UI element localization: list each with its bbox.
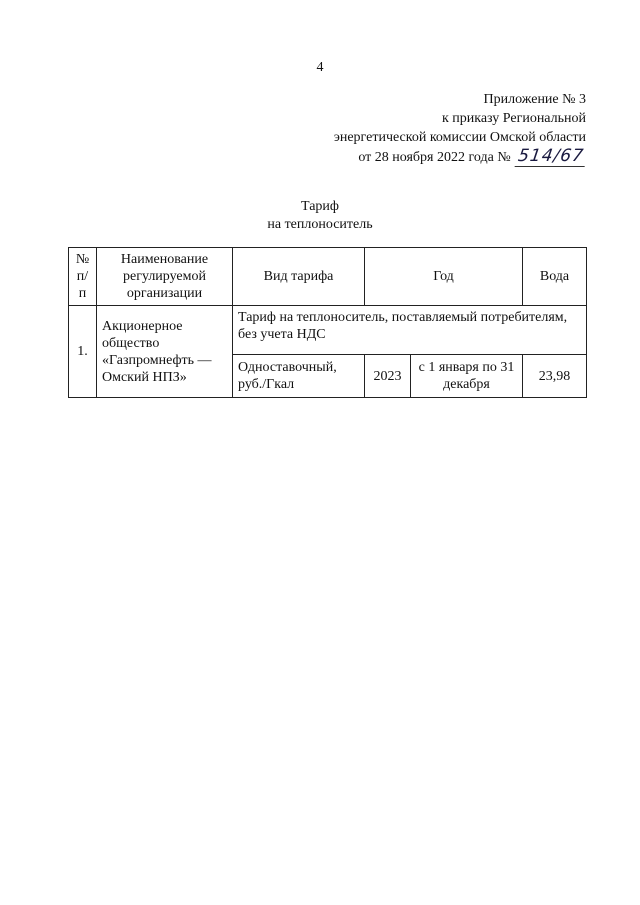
appendix-order-line [334, 147, 586, 167]
table-row [69, 306, 587, 355]
header-type: Вид тарифа [233, 248, 365, 306]
page-number: 4 [316, 60, 324, 75]
cell-tariff-type: Одноставочный, руб./Гкал [233, 355, 365, 398]
document-title [0, 198, 640, 234]
cell-year: 2023 [365, 355, 411, 398]
header-num: № п/п [69, 248, 97, 306]
appendix-line-2: к приказу Региональной [441, 111, 586, 126]
cell-water-value: 23,98 [523, 355, 587, 398]
cell-num: 1. [69, 306, 97, 398]
header-water: Вода [523, 248, 587, 306]
cell-period: с 1 января по 31 декабря [411, 355, 523, 398]
header-year: Год [365, 248, 523, 306]
tariff-table [68, 247, 587, 398]
table-header-row [69, 248, 587, 306]
title-line-2: на теплоноситель [267, 217, 373, 232]
cell-org: Акционерное общество «Газпромнефть — Омский НПЗ» [97, 306, 233, 398]
cell-tariff-description: Тариф на теплоноситель, поставляемый потребителям, без учета НДС [233, 306, 587, 355]
appendix-line-3: энергетической комиссии Омской области [333, 130, 586, 145]
order-number-handwritten: 514/67 [515, 147, 588, 167]
appendix-line-1: Приложение № 3 [483, 92, 586, 107]
header-org: Наименование регулируемой организации [97, 248, 233, 306]
order-date: от 28 ноября 2022 года № [358, 150, 511, 165]
title-line-1: Тариф [301, 199, 339, 214]
appendix-header [334, 90, 586, 167]
